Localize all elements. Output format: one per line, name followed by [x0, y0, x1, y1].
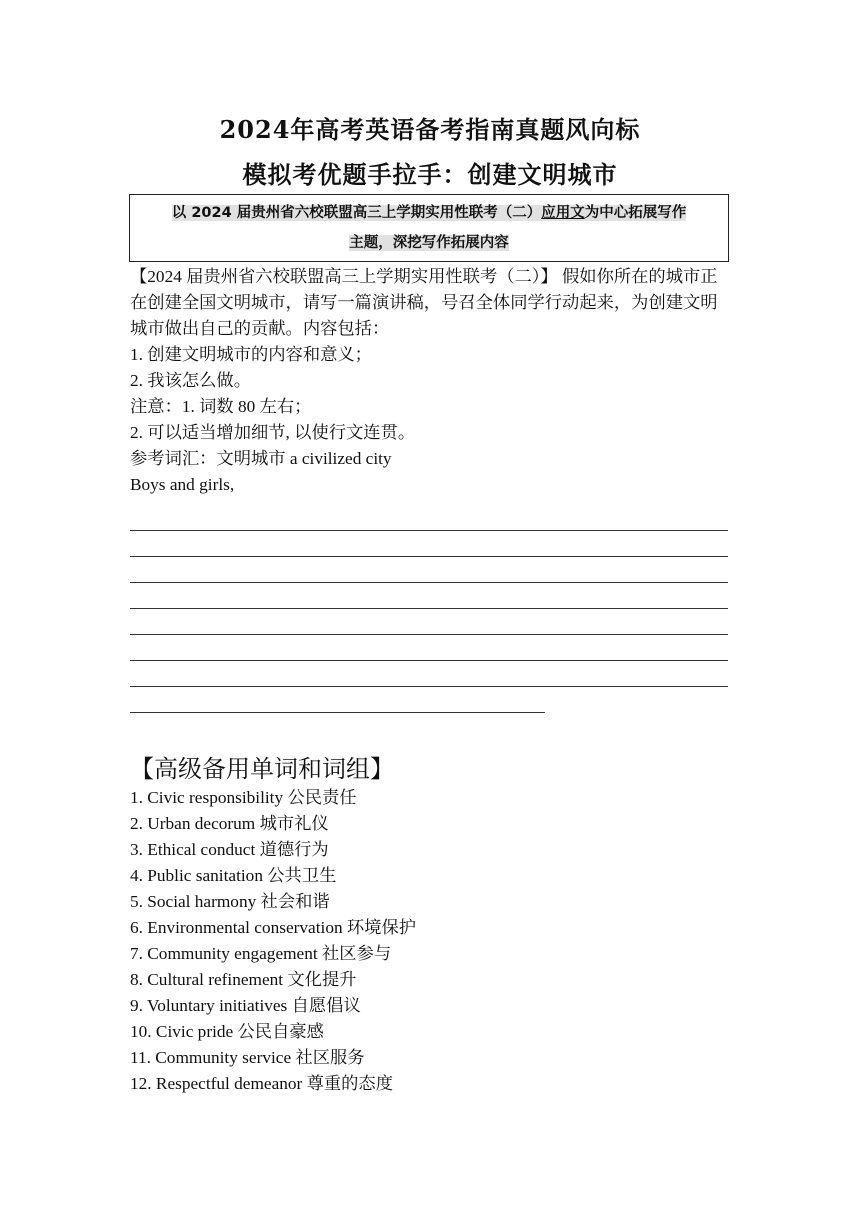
vocab-item: 12. Respectful demeanor 尊重的态度	[130, 1074, 393, 1093]
topic-box-text-4: 主题，深挖写作拓展内容	[349, 235, 509, 251]
answer-line	[130, 609, 728, 635]
prompt-greeting: Boys and girls,	[130, 475, 235, 494]
vocab-item: 7. Community engagement 社区参与	[130, 944, 392, 963]
page-title: 2024年高考英语备考指南真题风向标	[219, 115, 641, 144]
writing-prompt	[130, 264, 730, 498]
answer-line	[130, 557, 728, 583]
topic-box-text-2: 应用文	[541, 205, 585, 221]
answer-line	[130, 687, 545, 713]
vocab-item: 5. Social harmony 社会和谐	[130, 892, 330, 911]
answer-line	[130, 661, 728, 687]
prompt-item-1: 1. 创建文明城市的内容和意义；	[130, 345, 372, 364]
prompt-reference: 参考词汇：文明城市 a civilized city	[130, 449, 392, 468]
vocab-item: 9. Voluntary initiatives 自愿倡议	[130, 996, 361, 1015]
topic-box	[129, 194, 729, 262]
prompt-item-2: 2. 我该怎么做。	[130, 371, 251, 390]
answer-line	[130, 583, 728, 609]
vocab-list	[130, 785, 730, 1097]
vocab-item: 10. Civic pride 公民自豪感	[130, 1022, 324, 1041]
vocab-item: 4. Public sanitation 公共卫生	[130, 866, 337, 885]
vocab-item: 1. Civic responsibility 公民责任	[130, 788, 357, 807]
prompt-note-2: 2. 可以适当增加细节, 以使行文连贯。	[130, 423, 416, 442]
vocab-item: 8. Cultural refinement 文化提升	[130, 970, 357, 989]
vocab-item: 6. Environmental conservation 环境保护	[130, 918, 417, 937]
answer-line	[130, 505, 728, 531]
topic-box-text-3: 为中心拓展写作	[584, 205, 687, 221]
vocab-item: 11. Community service 社区服务	[130, 1048, 365, 1067]
page-subtitle: 模拟考优题手拉手：创建文明城市	[242, 160, 618, 189]
topic-box-text-1: 以 2024 届贵州省六校联盟高三上学期实用性联考（二）	[171, 205, 542, 221]
prompt-note-1: 注意：1. 词数 80 左右；	[130, 397, 312, 416]
vocab-item: 2. Urban decorum 城市礼仪	[130, 814, 329, 833]
section-heading: 【高级备用单词和词组】	[130, 755, 394, 783]
answer-line	[130, 635, 728, 661]
vocab-item: 3. Ethical conduct 道德行为	[130, 840, 329, 859]
answer-line	[130, 531, 728, 557]
prompt-paragraph: 【2024 届贵州省六校联盟高三上学期实用性联考（二）】 假如你所在的城市正在创建全国文明城市，请写一篇演讲稿，号召全体同学行动起来，为创建文明城市做出自己的贡献。内容包括：	[130, 267, 718, 338]
answer-lines	[130, 505, 728, 713]
